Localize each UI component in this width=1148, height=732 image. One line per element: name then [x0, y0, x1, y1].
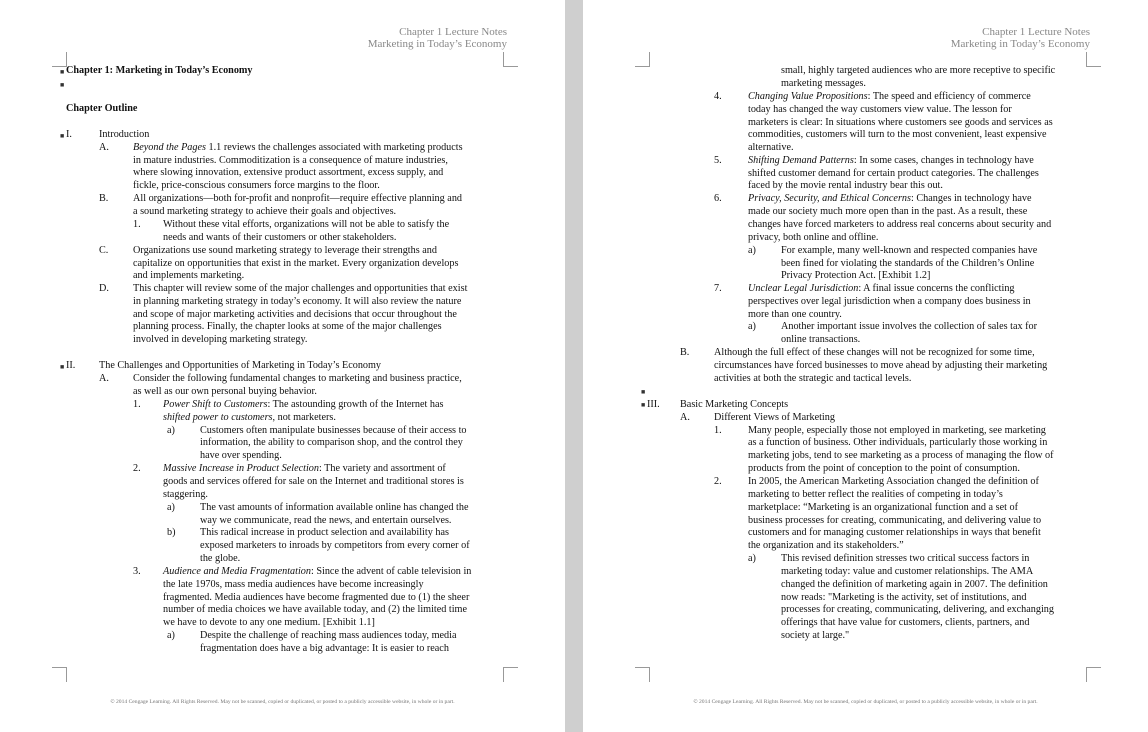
outline-text: needs and wants of their customers or other stakeholders. [163, 232, 397, 243]
outline-num: a) [748, 245, 756, 256]
outline-text: marketplace: “Marketing is an organizational function and a set of [748, 502, 1018, 513]
crop-mark-bottom-right [1086, 667, 1101, 682]
outline-text: marketing today: value and customer relationships. The AMA [781, 566, 1034, 577]
page-header [951, 26, 1090, 50]
page-left [0, 0, 565, 732]
outline-num: C. [99, 245, 109, 256]
outline-num: A. [99, 142, 109, 153]
outline-num: 1. [714, 425, 722, 436]
outline-text: the globe. [200, 553, 241, 564]
paragraph-marker: ■ [641, 388, 646, 396]
outline-text: and implements marketing. [133, 270, 245, 281]
outline-text: Privacy Protection Act. [Exhibit 1.2] [781, 270, 931, 281]
outline-text: business processes for creating, communicating, and delivering value to [748, 515, 1042, 526]
crop-mark-bottom-left [635, 667, 650, 682]
outline-text: Many people, especially those not employed in marketing, see marketing [748, 425, 1046, 436]
outline-num: 4. [714, 91, 722, 102]
outline-text: goods and services offered for sale on the Internet and traditional stores is [163, 476, 464, 487]
outline-text: In 2005, the American Marketing Association changed the definition of [748, 476, 1039, 487]
outline-text: Although the full effect of these changes will not be recognized for some time, [714, 347, 1035, 358]
outline-num: a) [167, 425, 175, 436]
outline-text: staggering. [163, 489, 208, 500]
paragraph-marker: ■ [60, 363, 65, 371]
outline-text: Massive Increase in Product Selection: The variety and assortment of [163, 463, 446, 474]
outline-text: Different Views of Marketing [714, 412, 835, 423]
outline-heading-basic-concepts: Basic Marketing Concepts [680, 399, 789, 410]
outline-text: Unclear Legal Jurisdiction: A final issue concerns the conflicting [748, 283, 1015, 294]
outline-num: 2. [714, 476, 722, 487]
outline-text: marketing to better reflect the realities of competing in today’s [748, 489, 1003, 500]
outline-text: circumstances have forced businesses to move ahead by adjusting their marketing [714, 360, 1048, 371]
outline-text: and scope of major marketing activities and decisions that occur throughout the [133, 309, 457, 320]
paragraph-marker: ■ [60, 132, 65, 140]
header-line-1: Chapter 1 Lecture Notes [982, 26, 1090, 38]
outline-text: capitalize on opportunities that exist in the market. Every organization develops [133, 258, 459, 269]
outline-num: 5. [714, 155, 722, 166]
outline-text: privacy, both online and offline. [748, 232, 879, 243]
outline-text: more than one country. [748, 309, 842, 320]
header-line-2: Marketing in Today’s Economy [367, 38, 507, 50]
outline-text: a sound marketing strategy to achieve their goals and objectives. [133, 206, 397, 217]
chapter-title: Chapter 1: Marketing in Today’s Economy [66, 65, 253, 76]
outline-text: Shifting Demand Patterns: In some cases, changes in technology have [748, 155, 1034, 166]
outline-num: 3. [133, 566, 141, 577]
outline-text: faced by the movie rental industry bear this out. [748, 180, 943, 191]
outline-text: where slowing innovation, extensive product assortment, excess supply, and [133, 167, 444, 178]
outline-num: B. [99, 193, 109, 204]
outline-num: a) [167, 630, 175, 641]
outline-num: II. [66, 360, 76, 371]
outline-text: Despite the challenge of reaching mass audiences today, media [200, 630, 457, 641]
outline-num: a) [748, 553, 756, 564]
outline-num: 2. [133, 463, 141, 474]
outline-text: now reads: "Marketing is the activity, set of institutions, and [781, 592, 1027, 603]
crop-mark-top-left [635, 52, 650, 67]
outline-num: b) [167, 527, 176, 538]
outline-text: fickle, price-conscious consumers force margins to the floor. [133, 180, 380, 191]
outline-text: fragmentation does have a big advantage: It is easier to reach [200, 643, 449, 654]
outline-num: B. [680, 347, 690, 358]
outline-num: 6. [714, 193, 722, 204]
crop-mark-bottom-right [503, 667, 518, 682]
outline-heading-introduction: Introduction [99, 129, 150, 140]
outline-num: III. [647, 399, 660, 410]
outline-text: as a function of business. Other individuals, particularly those working in [748, 437, 1048, 448]
outline-text: marketers is clear: In situations where customers see goods and services as [748, 117, 1053, 128]
outline-text: shifted customer demand for certain product categories. The challenges [748, 168, 1039, 179]
outline-num: A. [680, 412, 690, 423]
outline-text: Beyond the Pages 1.1 reviews the challenges associated with marketing products [133, 142, 463, 153]
outline-text: Privacy, Security, and Ethical Concerns: Changes in technology have [748, 193, 1032, 204]
outline-text: changed the definition of marketing again in 2007. The definition [781, 579, 1048, 590]
page-right [583, 0, 1148, 732]
outline-text: Power Shift to Customers: The astounding growth of the Internet has [163, 399, 444, 410]
outline-text: marketing messages. [781, 78, 866, 89]
outline-num: D. [99, 283, 109, 294]
outline-text: This revised definition stresses two critical success factors in [781, 553, 1030, 564]
crop-mark-top-right [503, 52, 518, 67]
outline-text: involved in developing marketing strategy. [133, 334, 308, 345]
outline-text: the late 1970s, mass media audiences have become increasingly [163, 579, 424, 590]
outline-text: have over spending. [200, 450, 282, 461]
outline-text: marketing jobs, tend to see marketing as a process of managing the flow of [748, 450, 1054, 461]
outline-heading-challenges: The Challenges and Opportunities of Marketing in Today’s Economy [99, 360, 382, 371]
outline-text: The vast amounts of information available online has changed the [200, 502, 469, 513]
outline-text: the organization and its stakeholders.” [748, 540, 904, 551]
outline-text: made our society much more open than in the past. As a result, these [748, 206, 1028, 217]
outline-text: in planning marketing strategy in today’s economy. It will also review the nature [133, 296, 462, 307]
outline-text: fragmented. Media audiences have become fragmented due to (1) the sheer [163, 592, 470, 603]
outline-text: This radical increase in product selection and availability has [200, 527, 449, 538]
outline-num: A. [99, 373, 109, 384]
outline-text: as well as our own personal buying behavior. [133, 386, 317, 397]
outline-text: customers and for managing customer relationships in ways that benefit [748, 527, 1041, 538]
outline-text: Organizations use sound marketing strategy to leverage their strengths and [133, 245, 437, 256]
crop-mark-top-left [52, 52, 67, 67]
outline-text: For example, many well-known and respected companies have [781, 245, 1038, 256]
outline-text: exposed marketers to inroads by competitors from every corner of [200, 540, 470, 551]
outline-text: society at large." [781, 630, 850, 641]
header-line-1: Chapter 1 Lecture Notes [399, 26, 507, 38]
page-footer: © 2014 Cengage Learning. All Rights Reserved. May not be scanned, copied or duplicated, or posted to a publicly accessible website, in whole or in part. [693, 699, 1038, 705]
outline-num: 7. [714, 283, 722, 294]
outline-text: offerings that have value for customers, clients, partners, and [781, 617, 1030, 628]
outline-text: shifted power to customers, not marketers. [163, 412, 336, 423]
outline-num: 1. [133, 399, 141, 410]
outline-text: information, the ability to comparison shop, and the control they [200, 437, 463, 448]
page-header [368, 26, 507, 50]
outline-text: products from the point of conception to the point of consumption. [748, 463, 1020, 474]
paragraph-marker: ■ [60, 68, 65, 76]
outline-text: small, highly targeted audiences who are more receptive to specific [781, 65, 1056, 76]
outline-text: commodities, customers will turn to the most convenient, least expensive [748, 129, 1047, 140]
paragraph-marker: ■ [641, 401, 646, 409]
outline-num: I. [66, 129, 72, 140]
page-gap [565, 0, 583, 732]
outline-num: 1. [133, 219, 141, 230]
outline-text: activities at both the strategic and tactical levels. [714, 373, 912, 384]
outline-text: Customers often manipulate businesses because of their access to [200, 425, 467, 436]
outline-text: in mature industries. Commoditization is a consequence of mature industries, [133, 155, 448, 166]
outline-text: perspectives over legal jurisdiction when a company does business in [748, 296, 1031, 307]
outline-text: online transactions. [781, 334, 861, 345]
outline-num: a) [167, 502, 175, 513]
outline-text: today has changed the way customers view value. The lesson for [748, 104, 1012, 115]
outline-text: processes for creating, communicating, delivering, and exchanging [781, 604, 1054, 615]
crop-mark-top-right [1086, 52, 1101, 67]
outline-text: Consider the following fundamental changes to marketing and business practice, [133, 373, 462, 384]
header-line-2: Marketing in Today’s Economy [950, 38, 1090, 50]
outline-text: been fined for violating the standards of the Children’s Online [781, 258, 1035, 269]
chapter-outline-heading: Chapter Outline [66, 103, 138, 114]
outline-text: This chapter will review some of the major challenges and opportunities that exist [133, 283, 468, 294]
outline-text: All organizations—both for-profit and nonprofit—require effective planning and [133, 193, 463, 204]
outline-text: Changing Value Propositions: The speed and efficiency of commerce [748, 91, 1031, 102]
outline-text: alternative. [748, 142, 794, 153]
outline-num: a) [748, 321, 756, 332]
outline-text: Another important issue involves the collection of sales tax for [781, 321, 1038, 332]
outline-text: Without these vital efforts, organizations will not be able to satisfy the [163, 219, 450, 230]
crop-mark-bottom-left [52, 667, 67, 682]
paragraph-marker: ■ [60, 81, 65, 89]
page-footer: © 2014 Cengage Learning. All Rights Reserved. May not be scanned, copied or duplicated, or posted to a publicly accessible website, in whole or in part. [110, 699, 455, 705]
outline-text: we have to devote to any one medium. [Exhibit 1.1] [163, 617, 375, 628]
outline-text: changes have forced marketers to address real concerns about security and [748, 219, 1052, 230]
outline-text: planning process. Finally, the chapter looks at some of the major challenges [133, 321, 442, 332]
outline-text: number of media choices we have available today, and (2) the limited time [163, 604, 468, 615]
outline-text: Audience and Media Fragmentation: Since the advent of cable television in [163, 566, 472, 577]
outline-text: way we communicate, read the news, and entertain ourselves. [200, 515, 452, 526]
